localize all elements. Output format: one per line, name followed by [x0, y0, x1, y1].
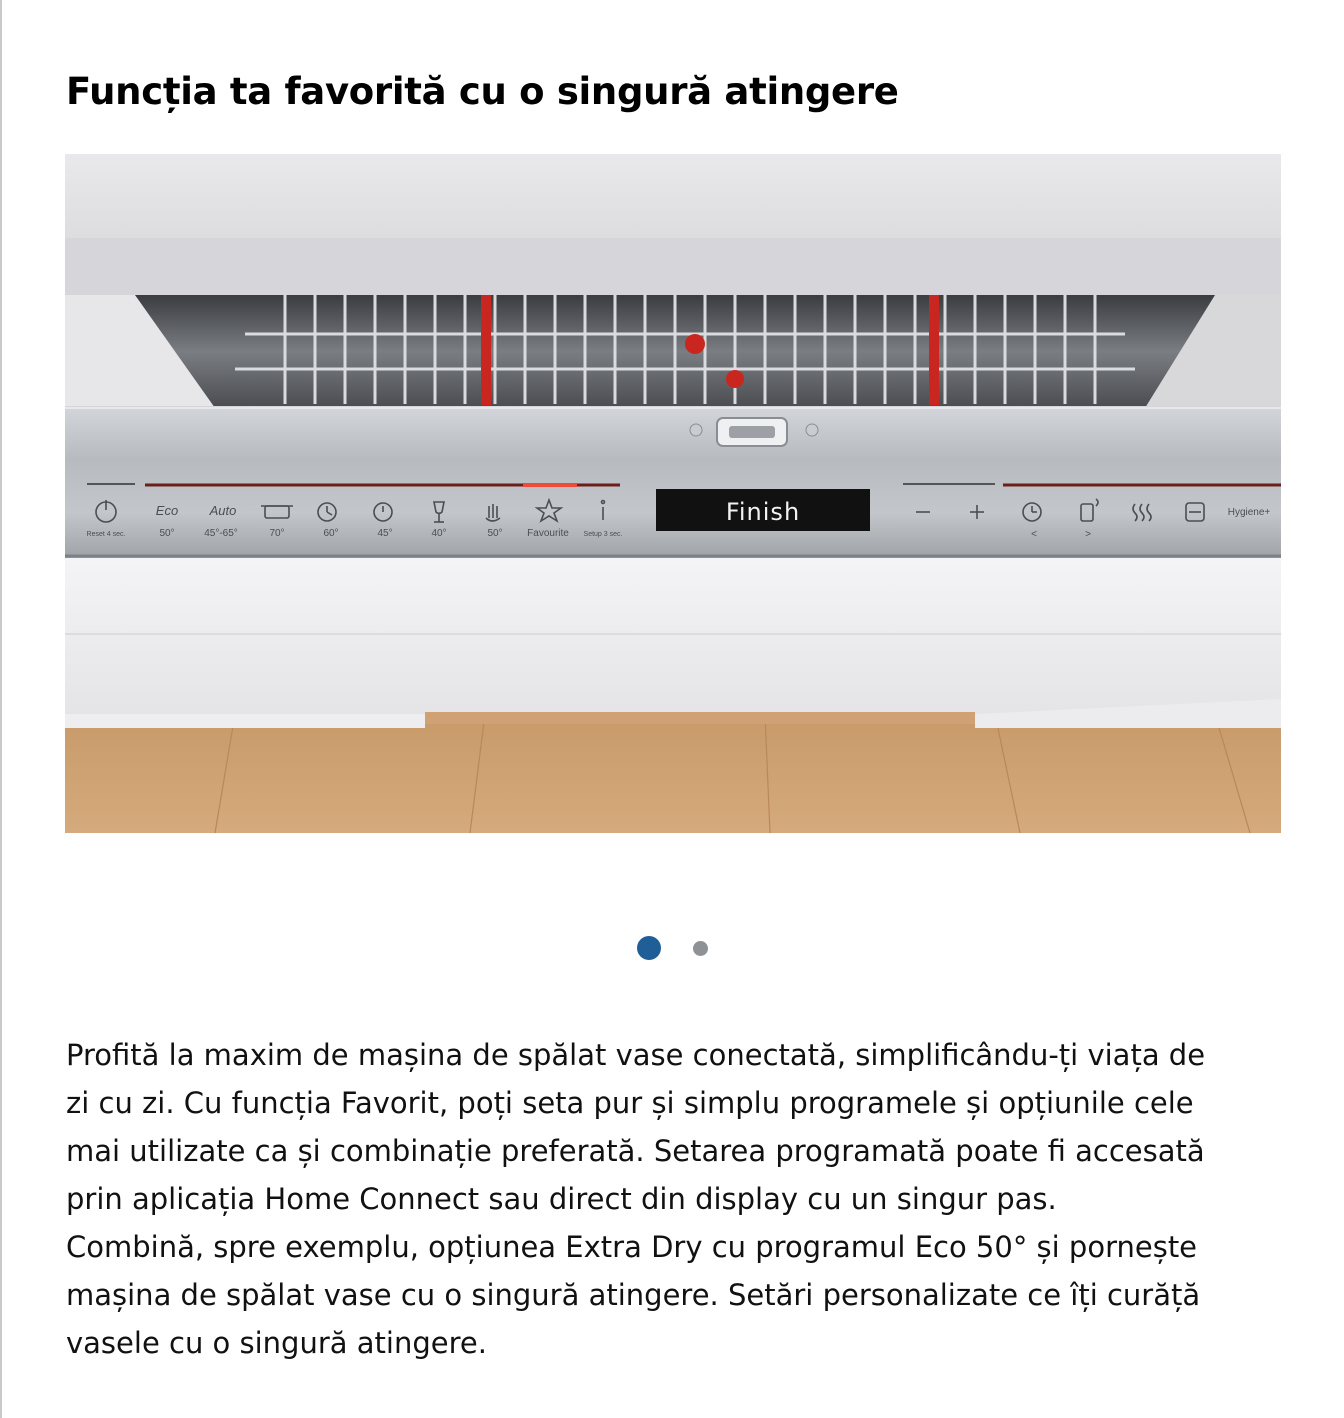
- page-title: Funcția ta favorită cu o singură atingere: [66, 70, 899, 113]
- favourite-label: Favourite: [527, 528, 569, 539]
- control-bottom-label: 50°: [487, 528, 503, 539]
- description-paragraph: [66, 1031, 1286, 1367]
- control-bottom-label: 45°: [377, 528, 393, 539]
- control-bottom-label: 45°-65°: [204, 528, 238, 539]
- control-top-label: Auto: [209, 503, 237, 518]
- carousel-dot-1-active[interactable]: [637, 936, 661, 960]
- countertop: [65, 154, 1281, 244]
- rack-red-handle-right: [929, 295, 939, 405]
- control-bottom-label: 50°: [159, 528, 175, 539]
- description-line: vasele cu o singură atingere.: [66, 1326, 487, 1360]
- hygiene-label[interactable]: Hygiene+: [1227, 507, 1271, 518]
- description-line: prin aplicația Home Connect sau direct din display cu un singur pas.: [66, 1182, 1057, 1216]
- description-line: mai utilizate ca și combinație preferată. Setarea programată poate fi accesată: [66, 1134, 1205, 1168]
- control-bottom-label: <: [1031, 529, 1037, 540]
- carousel-pagination: [0, 936, 1344, 960]
- spray-nozzle: [726, 370, 744, 388]
- dishwasher-door: [65, 558, 1281, 728]
- control-bottom-label: 70°: [269, 528, 285, 539]
- dishwasher-interior: [65, 295, 1281, 408]
- control-top-label: Eco: [155, 503, 179, 518]
- description-line: Profită la maxim de mașina de spălat vase conectată, simplificându-ți viața de: [66, 1038, 1206, 1072]
- control-bottom-label: Setup 3 sec.: [583, 531, 623, 538]
- display-text: Finish: [725, 498, 801, 526]
- description-line: zi cu zi. Cu funcția Favorit, poți seta pur și simplu programele și opțiunile cele: [66, 1086, 1194, 1120]
- rack-red-handle-left: [481, 295, 491, 405]
- product-image: [65, 154, 1281, 833]
- control-bottom-label: >: [1085, 529, 1091, 540]
- control-bottom-label: 40°: [431, 528, 447, 539]
- description-line: mașina de spălat vase cu o singură atingere. Setări personalizate ce îți curăță: [66, 1278, 1201, 1312]
- control-panel: [65, 406, 1281, 558]
- carousel-dot-2[interactable]: [693, 941, 708, 956]
- control-bottom-label: Reset 4 sec.: [86, 531, 126, 538]
- spray-arm-hub: [685, 334, 705, 354]
- dishwasher-illustration: [65, 154, 1281, 833]
- kickboard-left: [65, 714, 425, 728]
- page-left-border: [0, 0, 2, 1418]
- description-line: Combină, spre exemplu, opțiunea Extra Dry cu programul Eco 50° și pornește: [66, 1230, 1198, 1264]
- countertop-edge: [65, 238, 1281, 296]
- control-bottom-label: 60°: [323, 528, 339, 539]
- wooden-floor: [65, 714, 1281, 833]
